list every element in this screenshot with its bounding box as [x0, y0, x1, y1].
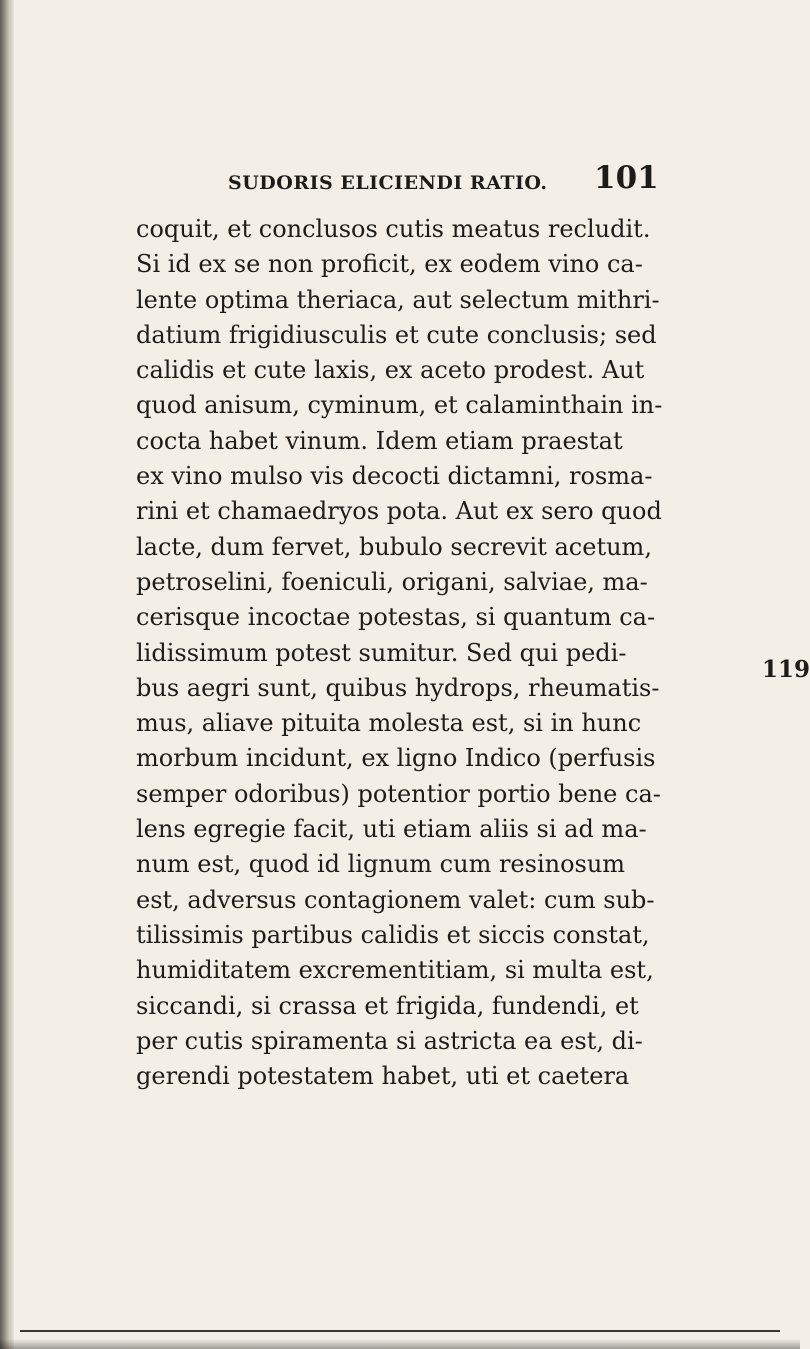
text-line: semper odoribus) potentior portio bene ca- [136, 779, 661, 808]
book-spine-shadow [0, 0, 14, 1349]
text-line: Si id ex se non proficit, ex eodem vino ca- [136, 250, 643, 279]
text-line: per cutis spiramenta si astricta ea est, di- [136, 1026, 643, 1055]
text-line: siccandi, si crassa et frigida, fundendi, et [136, 991, 639, 1020]
text-line: mus, aliave pituita molesta est, si in hunc [136, 709, 642, 738]
text-line: num est, quod id lignum cum resinosum [136, 850, 626, 879]
text-line: datium frigidiusculis et cute conclusis; sed [136, 320, 657, 349]
body-text [136, 212, 796, 1094]
text-line: lidissimum potest sumitur. Sed qui pedi- [136, 638, 627, 667]
text-line: lente optima theriaca, aut selectum mithri- [136, 285, 660, 314]
text-line: calidis et cute laxis, ex aceto prodest. Aut [136, 356, 645, 385]
text-line: ex vino mulso vis decocti dictamni, rosma- [136, 462, 653, 491]
text-line: tilissimis partibus calidis et siccis constat, [136, 920, 650, 949]
text-line: morbum incidunt, ex ligno Indico (perfusis [136, 744, 656, 773]
text-line: quod anisum, cyminum, et calaminthain in- [136, 391, 663, 420]
text-line: coquit, et conclusos cutis meatus recludit. [136, 215, 651, 243]
page-number: 101 [594, 160, 659, 196]
text-line: petroselini, foeniculi, origani, salviae, ma- [136, 567, 648, 596]
text-line: cocta habet vinum. Idem etiam praestat [136, 426, 623, 455]
text-line: rini et chamaedryos pota. Aut ex sero quod [136, 497, 662, 526]
text-line: cerisque incoctae potestas, si quantum ca- [136, 603, 656, 632]
bottom-rule [20, 1330, 780, 1332]
text-line: lens egregie facit, uti etiam aliis si ad ma- [136, 815, 647, 844]
text-line: lacte, dum fervet, bubulo secrevit acetum, [136, 532, 652, 561]
text-line: bus aegri sunt, quibus hydrops, rheumatis- [136, 673, 660, 702]
margin-note-number: 119 [762, 656, 810, 683]
text-line: est, adversus contagionem valet: cum sub- [136, 885, 655, 914]
bottom-page-shadow [0, 1339, 800, 1349]
running-head: SUDORIS ELICIENDI RATIO. [228, 172, 548, 194]
text-line: humiditatem excrementitiam, si multa est, [136, 956, 654, 985]
text-line: gerendi potestatem habet, uti et caetera [136, 1062, 630, 1091]
